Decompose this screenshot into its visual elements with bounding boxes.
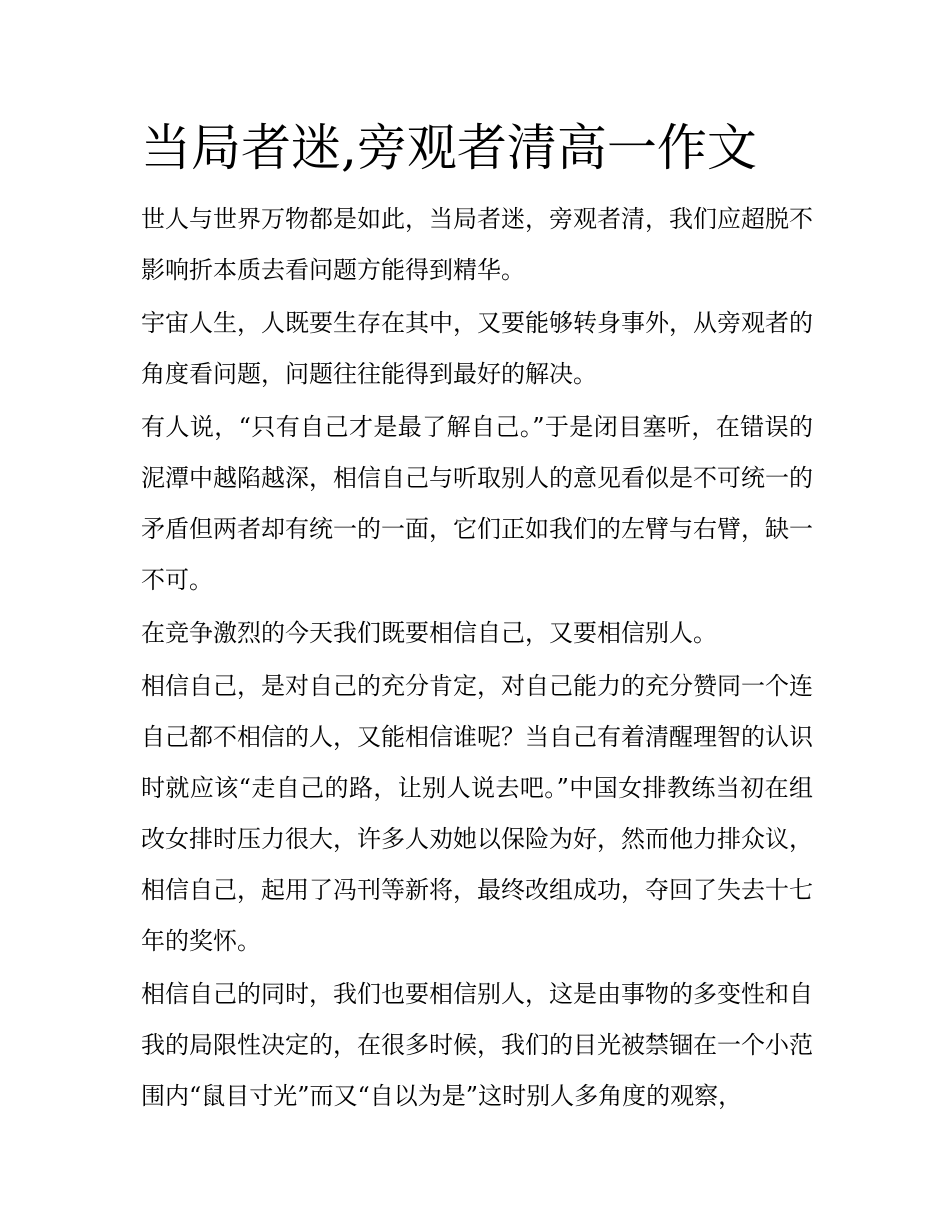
paragraph-4: 在竞争激烈的今天我们既要相信自己，又要相信别人。 xyxy=(141,619,717,647)
document-body xyxy=(141,116,813,1124)
paragraph-1: 世人与世界万物都是如此，当局者迷，旁观者清，我们应超脱不影响折本质去看问题方能得到精华。 xyxy=(141,205,813,284)
paragraph-6: 相信自己的同时，我们也要相信别人，这是由事物的多变性和自我的局限性决定的，在很多时候，我们的目光被禁锢在一个小范围内“鼠目寸光”而又“自以为是”这时别人多角度的观察， xyxy=(141,980,813,1110)
document-title: 当局者迷,旁观者清高一作文 xyxy=(141,119,757,177)
paragraph-2: 宇宙人生，人既要生存在其中，又要能够转身事外，从旁观者的角度看问题，问题往往能得到最好的解决。 xyxy=(141,309,813,388)
paragraph-3: 有人说，“只有自己才是最了解自己。”于是闭目塞听，在错误的泥潭中越陷越深，相信自己与听取别人的意见看似是不可统一的矛盾但两者却有统一的一面，它们正如我们的左臂与右臂，缺一不可。 xyxy=(141,413,813,594)
paragraph-5: 相信自己，是对自己的充分肯定，对自己能力的充分赞同一个连自己都不相信的人，又能相信谁呢？当自己有着清醒理智的认识时就应该“走自己的路，让别人说去吧。”中国女排教练当初在组改女排时压力很大，许多人劝她以保险为好，然而他力排众议，相信自己，起用了冯刊等新将，最终改组成功，夺回了失去十七年的奖怀。 xyxy=(141,672,813,955)
